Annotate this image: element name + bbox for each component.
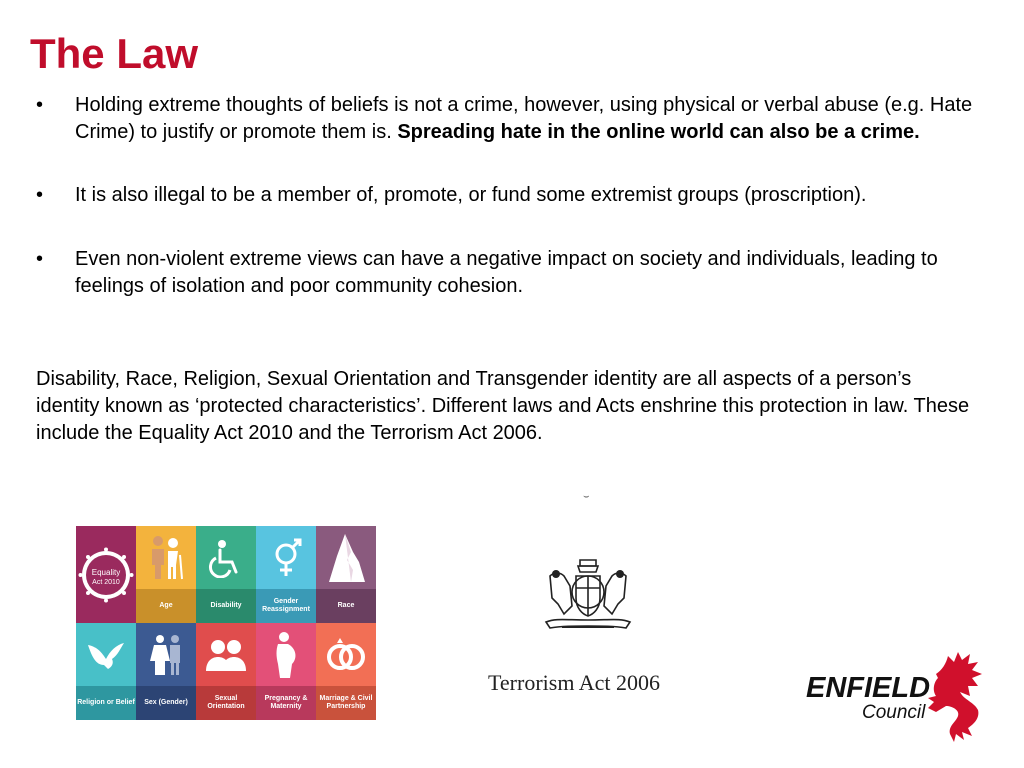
- tile-label: Sexual Orientation: [196, 686, 256, 720]
- elderly-couple-icon: [146, 533, 186, 583]
- bullet-item: [36, 92, 996, 146]
- council-logo-subword: Council: [862, 702, 926, 723]
- bullet-symbol: •: [36, 184, 44, 206]
- slide-title: The Law: [30, 30, 199, 77]
- bullet-text: Holding extreme thoughts of beliefs is not a crime, however, using physical or verbal abuse (e.g. Hate Crime) to justify or promote them is.: [75, 94, 973, 143]
- bullet-item: [36, 182, 996, 209]
- equality-act-badge-tile: [76, 526, 136, 623]
- tile-label: Religion or Belief: [76, 686, 136, 720]
- tile-sex: [136, 623, 196, 720]
- bullet-text: It is also illegal to be a member of, promote, or fund some extremist groups (proscription).: [75, 184, 867, 206]
- man-woman-icon: [146, 631, 186, 679]
- bullet-item: [36, 246, 996, 300]
- gender-symbol-icon: [266, 536, 306, 580]
- bullet-text: Even non-violent extreme views can have a negative impact on society and individuals, leading to feelings of isolation and poor community cohesion.: [75, 248, 938, 297]
- wheelchair-icon: [206, 538, 246, 578]
- tile-religion: [76, 623, 136, 720]
- tile-sexual-orientation: [196, 623, 256, 720]
- tile-label: Marriage & Civil Partnership: [316, 686, 376, 720]
- pregnant-woman-icon: [268, 630, 304, 680]
- badge-line1: Equality: [91, 567, 121, 577]
- tile-label: Pregnancy & Maternity: [256, 686, 316, 720]
- tile-gender-reassignment: [256, 526, 316, 623]
- tile-age: [136, 526, 196, 623]
- tile-race: [316, 526, 376, 623]
- bullet-bold-text: Spreading hate in the online world can also be a crime.: [397, 121, 920, 143]
- bullet-list: [36, 92, 996, 336]
- bullet-symbol: •: [36, 248, 44, 270]
- royal-coat-of-arms-icon: [542, 556, 634, 636]
- badge-line2: Act 2010: [92, 578, 120, 586]
- tile-label: Age: [136, 589, 196, 623]
- protected-characteristics-paragraph: Disability, Race, Religion, Sexual Orientation and Transgender identity are all aspects of a person’s identity known as ‘protected characteristics’. Different laws and Acts enshrine this protection in law. These include the Equality Act 2010 and the Terrorism Act 2006.: [36, 368, 970, 444]
- rings-icon: [323, 635, 369, 675]
- stray-mark: ⌣: [583, 491, 590, 502]
- equality-act-badge: [76, 526, 136, 623]
- tile-label: Disability: [196, 589, 256, 623]
- tile-marriage: [316, 623, 376, 720]
- bullet-symbol: •: [36, 94, 44, 116]
- council-logo-word: ENFIELD: [806, 672, 931, 704]
- protected-characteristics-grid: [76, 526, 376, 720]
- two-people-icon: [204, 635, 248, 675]
- tile-disability: [196, 526, 256, 623]
- terrorism-act-label: Terrorism Act 2006: [488, 670, 660, 695]
- dove-icon: [84, 635, 128, 675]
- tile-pregnancy: [256, 623, 316, 720]
- tile-label: Race: [316, 589, 376, 623]
- equality-badge-icon: [78, 547, 134, 603]
- tile-label: Sex (Gender): [136, 686, 196, 720]
- tile-label: Gender Reassignment: [256, 589, 316, 623]
- faces-profile-icon: [321, 530, 371, 586]
